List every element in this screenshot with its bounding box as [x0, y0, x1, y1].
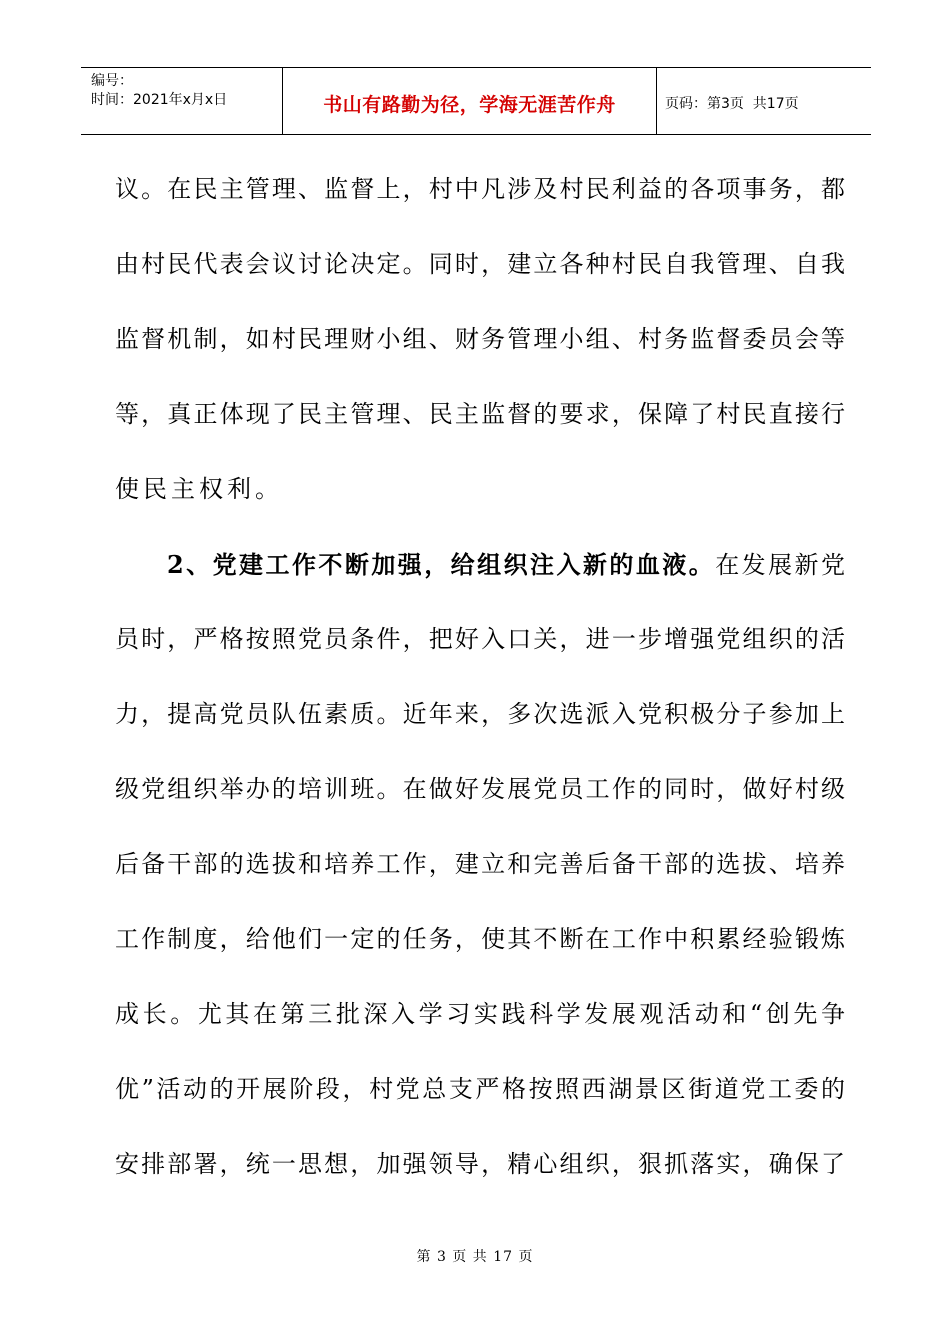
header-meta — [81, 68, 283, 134]
paragraph-2-heading: 2、党建工作不断加强，给组织注入新的血液。 — [167, 550, 716, 579]
body-line: 级党组织举办的培训班。在做好发展党员工作的同时，做好村级 — [115, 775, 845, 803]
body-line: 优”活动的开展阶段，村党总支严格按照西湖景区街道党工委的 — [115, 1075, 845, 1103]
document-body — [115, 152, 845, 1202]
body-line: 议。在民主管理、监督上，村中凡涉及村民利益的各项事务，都 — [115, 175, 845, 203]
header-motto-cell — [283, 68, 657, 134]
body-line: 成长。尤其在第三批深入学习实践科学发展观活动和“创先争 — [115, 1000, 845, 1028]
page-footer: 第 3 页 共 17 页 — [416, 1249, 534, 1265]
body-line: 力，提高党员队伍素质。近年来，多次选派入党积极分子参加上 — [115, 700, 845, 728]
body-line: 安排部署，统一思想，加强领导，精心组织，狠抓落实，确保了 — [115, 1150, 845, 1178]
body-line: 工作制度，给他们一定的任务，使其不断在工作中积累经验锻炼 — [115, 925, 845, 953]
header-page-cell — [657, 68, 871, 134]
body-line: 使民主权利。 — [115, 475, 283, 503]
page-info: 页码：第3页 共17页 — [665, 96, 799, 112]
body-line: 等，真正体现了民主管理、民主监督的要求，保障了村民直接行 — [115, 400, 845, 428]
document-header — [81, 67, 871, 135]
body-line: 监督机制，如村民理财小组、财务管理小组、村务监督委员会等 — [115, 325, 845, 353]
paragraph-2-first-tail: 在发展新党 — [715, 551, 845, 579]
time-label: 时间：2021年x月x日 — [91, 92, 228, 108]
number-label: 编号： — [91, 73, 133, 89]
body-line: 由村民代表会议讨论决定。同时，建立各种村民自我管理、自我 — [115, 250, 845, 278]
body-line: 后备干部的选拔和培养工作，建立和完善后备干部的选拔、培养 — [115, 850, 845, 878]
paragraph-2-first-line — [115, 527, 845, 602]
motto-text: 书山有路勤为径，学海无涯苦作舟 — [323, 93, 616, 116]
body-line: 员时，严格按照党员条件，把好入口关，进一步增强党组织的活 — [115, 625, 845, 653]
